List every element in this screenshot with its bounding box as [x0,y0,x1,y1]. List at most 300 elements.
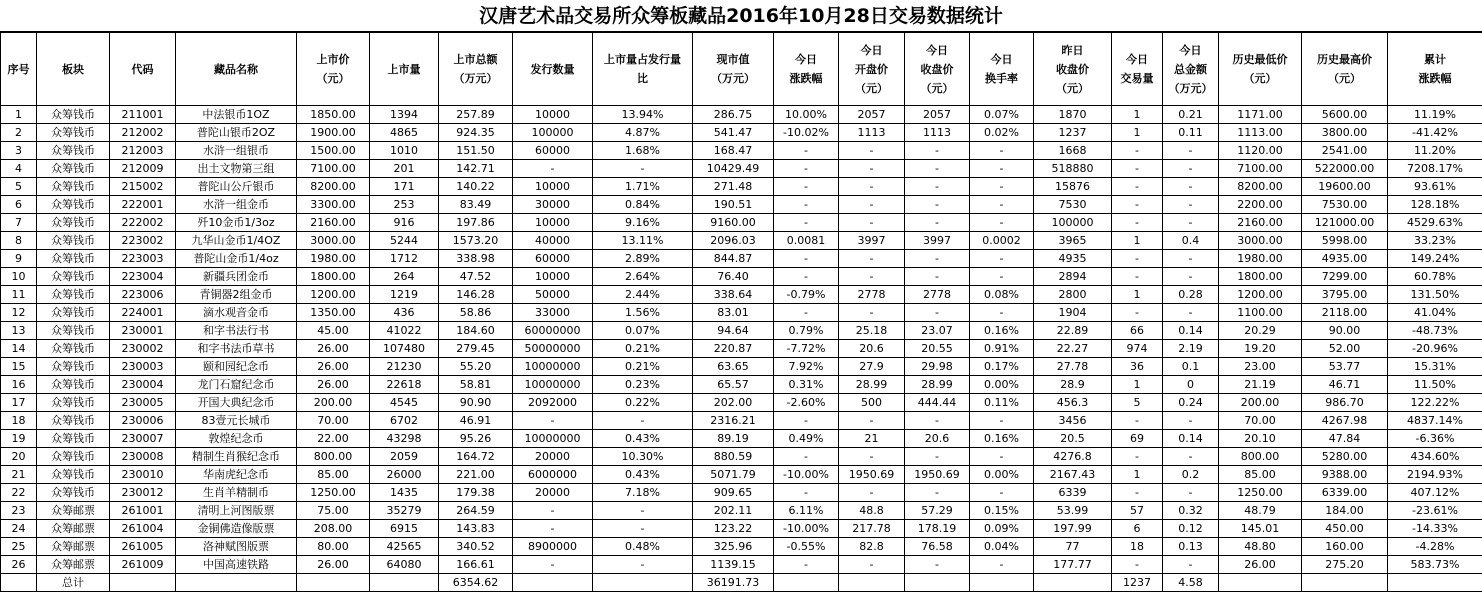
table-cell: 众筹钱币 [37,268,110,286]
table-cell: 0.09% [970,520,1034,538]
table-cell: 2057 [905,106,970,124]
column-header: 今日 收盘价 （元） [905,33,970,106]
table-cell: 6.11% [774,502,839,520]
table-cell: 53.99 [1034,502,1112,520]
table-cell: 164.72 [439,448,513,466]
table-row [1,484,1482,502]
table-cell: 洛神赋图版票 [176,538,297,556]
table-cell: 7299.00 [1302,268,1388,286]
table-cell: 0.23% [593,376,693,394]
table-cell: 60000 [513,142,593,160]
table-cell: 82.8 [839,538,905,556]
table-cell: 14 [1,340,37,358]
table-cell: 普陀山公斤银币 [176,178,297,196]
table-cell: 215002 [110,178,176,196]
table-cell: -6.36% [1388,430,1482,448]
table-cell: 76.58 [905,538,970,556]
table-cell: 35279 [370,502,439,520]
table-cell: 26.00 [1219,556,1302,574]
table-cell: 5280.00 [1302,448,1388,466]
table-cell: - [1112,196,1163,214]
table-cell: 5600.00 [1302,106,1388,124]
table-cell: 201 [370,160,439,178]
table-cell: 7100.00 [297,160,370,178]
table-cell: 178.19 [905,520,970,538]
table-cell: 19600.00 [1302,178,1388,196]
table-cell: 新疆兵团金币 [176,268,297,286]
table-cell: 1219 [370,286,439,304]
table-cell: 23 [1,502,37,520]
table-row [1,430,1482,448]
table-cell: - [774,484,839,502]
table-row [1,376,1482,394]
table-cell: 生肖羊精制币 [176,484,297,502]
table-cell: - [905,142,970,160]
table-cell: - [905,556,970,574]
table-cell: 145.01 [1219,520,1302,538]
table-cell: - [905,304,970,322]
table-cell: - [1163,412,1219,430]
table-cell [970,574,1034,592]
table-cell: 0 [1163,376,1219,394]
table-cell: 20000 [513,484,593,502]
table-cell: 90.90 [439,394,513,412]
table-cell: - [839,142,905,160]
table-cell: 6 [1,196,37,214]
table-cell: 2096.03 [693,232,774,250]
table-row [1,358,1482,376]
table-cell [1219,574,1302,592]
table-row [1,268,1482,286]
table-row [1,538,1482,556]
table-cell: 出土文物第三组 [176,160,297,178]
table-cell: 844.87 [693,250,774,268]
table-cell: 28.99 [839,376,905,394]
table-row [1,106,1482,124]
table-cell: 279.45 [439,340,513,358]
table-cell: - [513,520,593,538]
table-cell: 9388.00 [1302,466,1388,484]
table-cell: 众筹钱币 [37,394,110,412]
table-cell: 金铜佛造像版票 [176,520,297,538]
table-cell: 1 [1,106,37,124]
table-cell [774,574,839,592]
table-cell: 0.11 [1163,124,1219,142]
table-cell: 47.52 [439,268,513,286]
table-cell: 450.00 [1302,520,1388,538]
table-row [1,466,1482,484]
table-cell: 27.9 [839,358,905,376]
table-cell: 3456 [1034,412,1112,430]
table-cell: 0.0081 [774,232,839,250]
table-cell: 12 [1,304,37,322]
table-cell: 4935.00 [1302,250,1388,268]
table-cell: 33.23% [1388,232,1482,250]
table-cell: 中国高速铁路 [176,556,297,574]
table-cell: 4276.8 [1034,448,1112,466]
table-cell: 41.04% [1388,304,1482,322]
table-cell: 青铜器2组金币 [176,286,297,304]
table-cell: 253 [370,196,439,214]
table-cell: 338.64 [693,286,774,304]
table-cell: 151.50 [439,142,513,160]
table-cell: 2118.00 [1302,304,1388,322]
table-cell: 107480 [370,340,439,358]
table-cell: 0.49% [774,430,839,448]
table-cell: 0.21% [593,340,693,358]
table-cell: 58.86 [439,304,513,322]
table-cell: 221.00 [439,466,513,484]
table-cell: - [970,142,1034,160]
table-cell: 66 [1112,322,1163,340]
table-cell: 30000 [513,196,593,214]
table-cell: - [905,412,970,430]
table-cell: 26.00 [297,358,370,376]
table-cell [1,574,37,592]
table-cell: 2092000 [513,394,593,412]
table-cell: 7 [1,214,37,232]
table-cell: -0.79% [774,286,839,304]
table-cell: 1200.00 [1219,286,1302,304]
table-cell: 264 [370,268,439,286]
table-cell: - [839,214,905,232]
table-cell: 6339.00 [1302,484,1388,502]
table-cell: 100000 [1034,214,1112,232]
table-row [1,178,1482,196]
table-cell: - [774,412,839,430]
column-header: 上市总额 （万元） [439,33,513,106]
table-cell: 212002 [110,124,176,142]
table-cell: 407.12% [1388,484,1482,502]
table-cell: 20.5 [1034,430,1112,448]
table-cell: 歼10金币1/3oz [176,214,297,232]
table-cell: 和字书法币草书 [176,340,297,358]
table-cell: 230004 [110,376,176,394]
table-cell: 583.73% [1388,556,1482,574]
table-cell: 70.00 [297,412,370,430]
table-cell: - [970,178,1034,196]
table-body [1,106,1482,592]
table-cell: 197.86 [439,214,513,232]
table-cell: - [905,214,970,232]
table-cell: - [774,214,839,232]
table-cell: - [1112,142,1163,160]
table-cell: 1237 [1034,124,1112,142]
table-cell: 25.18 [839,322,905,340]
column-header: 今日 涨跌幅 [774,33,839,106]
table-cell: 223003 [110,250,176,268]
table-cell: 1 [1112,232,1163,250]
table-cell: 5998.00 [1302,232,1388,250]
table-cell: 28.9 [1034,376,1112,394]
table-cell: 85.00 [297,466,370,484]
table-row [1,286,1482,304]
table-cell: 224001 [110,304,176,322]
table-cell: 23.07 [905,322,970,340]
table-cell: - [1112,484,1163,502]
table-cell: 0.14 [1163,322,1219,340]
table-cell: 9.16% [593,214,693,232]
column-header: 序号 [1,33,37,106]
table-cell: 434.60% [1388,448,1482,466]
table-cell: - [1163,268,1219,286]
table-cell: 121000.00 [1302,214,1388,232]
total-market-value: 36191.73 [693,574,774,592]
table-cell: 3997 [839,232,905,250]
table-cell: 20.6 [905,430,970,448]
table-cell: 众筹邮票 [37,556,110,574]
table-cell: 0.0002 [970,232,1034,250]
table-cell: 0.31% [774,376,839,394]
table-cell: 0.32 [1163,502,1219,520]
column-header: 历史最高价 （元） [1302,33,1388,106]
table-cell: - [970,196,1034,214]
table-cell: 5 [1,178,37,196]
table-cell: 223002 [110,232,176,250]
table-cell: 223004 [110,268,176,286]
table-cell: 0.21% [593,358,693,376]
table-cell: - [1163,196,1219,214]
table-cell: 普陀山银币2OZ [176,124,297,142]
table-cell: 众筹钱币 [37,196,110,214]
table-cell [905,574,970,592]
table-cell: 76.40 [693,268,774,286]
table-cell: 20.29 [1219,322,1302,340]
table-cell: 1712 [370,250,439,268]
table-cell: 5 [1112,394,1163,412]
table-cell: 21230 [370,358,439,376]
table-cell: 1668 [1034,142,1112,160]
table-cell: - [513,556,593,574]
table-cell: 众筹邮票 [37,520,110,538]
table-cell: 7.18% [593,484,693,502]
table-cell: 26.00 [297,376,370,394]
table-cell: 222002 [110,214,176,232]
table-cell: - [905,484,970,502]
table-cell: 909.65 [693,484,774,502]
table-cell: 18 [1112,538,1163,556]
table-cell: 众筹钱币 [37,232,110,250]
table-cell: 13.11% [593,232,693,250]
table-cell: -20.96% [1388,340,1482,358]
table-cell: - [905,178,970,196]
table-cell: 2160.00 [297,214,370,232]
table-cell: 42565 [370,538,439,556]
table-cell: 1.71% [593,178,693,196]
table-cell: 13.94% [593,106,693,124]
table-cell [370,574,439,592]
table-cell: 48.8 [839,502,905,520]
table-cell: 4 [1,160,37,178]
table-cell: -7.72% [774,340,839,358]
table-cell: 2160.00 [1219,214,1302,232]
table-cell: 7530 [1034,196,1112,214]
table-cell: 普陀山金币1/4oz [176,250,297,268]
table-cell: 140.22 [439,178,513,196]
table-cell: 1800.00 [297,268,370,286]
table-cell: 146.28 [439,286,513,304]
table-cell: - [513,502,593,520]
table-cell: 230006 [110,412,176,430]
column-header: 历史最低价 （元） [1219,33,1302,106]
table-cell: 89.19 [693,430,774,448]
table-cell: 4529.63% [1388,214,1482,232]
table-cell: 0.43% [593,466,693,484]
table-cell: 6000000 [513,466,593,484]
table-cell: - [970,268,1034,286]
table-cell: 20000 [513,448,593,466]
column-header: 上市量占发行量 比 [593,33,693,106]
table-cell: 211001 [110,106,176,124]
table-cell: 21.19 [1219,376,1302,394]
table-cell [110,574,176,592]
table-cell: - [839,250,905,268]
table-cell: 精制生肖猴纪念币 [176,448,297,466]
table-cell: 0.04% [970,538,1034,556]
table-cell: 2.64% [593,268,693,286]
table-cell: 0.24 [1163,394,1219,412]
table-cell: 340.52 [439,538,513,556]
column-header: 板块 [37,33,110,106]
table-cell: 九华山金币1/4OZ [176,232,297,250]
header-row [1,33,1482,106]
table-cell: - [1112,556,1163,574]
table-cell: 2 [1,124,37,142]
table-cell: - [905,250,970,268]
table-cell: - [839,160,905,178]
table-cell: 0.00% [970,376,1034,394]
table-cell: - [839,196,905,214]
table-cell: 57.29 [905,502,970,520]
table-cell: 7.92% [774,358,839,376]
table-cell: 3 [1,142,37,160]
table-cell: 436 [370,304,439,322]
table-cell: 261004 [110,520,176,538]
table-cell: 168.47 [693,142,774,160]
table-cell: 1 [1112,466,1163,484]
column-header: 上市价 （元） [297,33,370,106]
table-row [1,394,1482,412]
table-cell: 48.79 [1219,502,1302,520]
column-header: 现市值 （万元） [693,33,774,106]
table-cell [297,574,370,592]
table-cell: 2.19 [1163,340,1219,358]
table-cell: 0.1 [1163,358,1219,376]
table-cell: 230003 [110,358,176,376]
table-cell: 2200.00 [1219,196,1302,214]
table-cell: 36 [1112,358,1163,376]
table-cell: 22.89 [1034,322,1112,340]
column-header: 代码 [110,33,176,106]
table-row [1,160,1482,178]
table-cell: 众筹钱币 [37,448,110,466]
table-cell: 264.59 [439,502,513,520]
table-cell: 2316.21 [693,412,774,430]
data-table [0,32,1482,592]
table-cell: 1950.69 [839,466,905,484]
table-cell [513,574,593,592]
table-cell: - [970,448,1034,466]
table-cell: 522000.00 [1302,160,1388,178]
table-cell: 0.43% [593,430,693,448]
table-cell: - [593,160,693,178]
column-header: 累计 涨跌幅 [1388,33,1482,106]
table-cell: 2.89% [593,250,693,268]
table-cell: 0.16% [970,322,1034,340]
table-cell: 8 [1,232,37,250]
table-cell: 华南虎纪念币 [176,466,297,484]
table-cell: 100000 [513,124,593,142]
table-cell: 208.00 [297,520,370,538]
table-cell: 颐和园纪念币 [176,358,297,376]
table-cell: 179.38 [439,484,513,502]
table-cell: 20 [1,448,37,466]
table-cell: 83壹元长城币 [176,412,297,430]
table-cell: - [970,214,1034,232]
table-cell: - [1163,160,1219,178]
table-cell: 33000 [513,304,593,322]
table-cell: - [1163,250,1219,268]
table-cell: 29.98 [905,358,970,376]
table-cell: 261009 [110,556,176,574]
table-cell: 13 [1,322,37,340]
table-cell: 275.20 [1302,556,1388,574]
table-cell: 8900000 [513,538,593,556]
table-cell: 974 [1112,340,1163,358]
table-cell: - [1163,448,1219,466]
table-cell: 0.11% [970,394,1034,412]
table-cell: 6 [1112,520,1163,538]
table-cell: 开国大典纪念币 [176,394,297,412]
table-cell: 众筹钱币 [37,430,110,448]
table-cell: 10000000 [513,358,593,376]
table-cell: 220.87 [693,340,774,358]
table-cell: 60000 [513,250,593,268]
table-cell: 15.31% [1388,358,1482,376]
table-cell: 230012 [110,484,176,502]
table-cell: 58.81 [439,376,513,394]
table-cell: 190.51 [693,196,774,214]
table-cell: 47.84 [1302,430,1388,448]
table-cell: 众筹钱币 [37,106,110,124]
table-cell: 众筹钱币 [37,412,110,430]
table-cell: 众筹钱币 [37,484,110,502]
table-cell: 1850.00 [297,106,370,124]
table-cell: 11.20% [1388,142,1482,160]
table-cell: 880.59 [693,448,774,466]
table-cell: 0.48% [593,538,693,556]
table-cell: 1 [1112,286,1163,304]
table-cell: 10000 [513,268,593,286]
table-cell: 1250.00 [1219,484,1302,502]
table-cell: 众筹钱币 [37,304,110,322]
table-row [1,322,1482,340]
table-cell: 40000 [513,232,593,250]
table-cell: 10.30% [593,448,693,466]
table-row [1,142,1482,160]
table-row [1,412,1482,430]
table-cell: - [1112,214,1163,232]
table-cell: 和字书法行书 [176,322,297,340]
column-header: 昨日 收盘价 （元） [1034,33,1112,106]
table-cell: - [970,412,1034,430]
table-cell: 4267.98 [1302,412,1388,430]
table-cell: - [774,448,839,466]
table-cell: 338.98 [439,250,513,268]
table-cell: 3965 [1034,232,1112,250]
table-cell: - [839,484,905,502]
table-cell: 4865 [370,124,439,142]
